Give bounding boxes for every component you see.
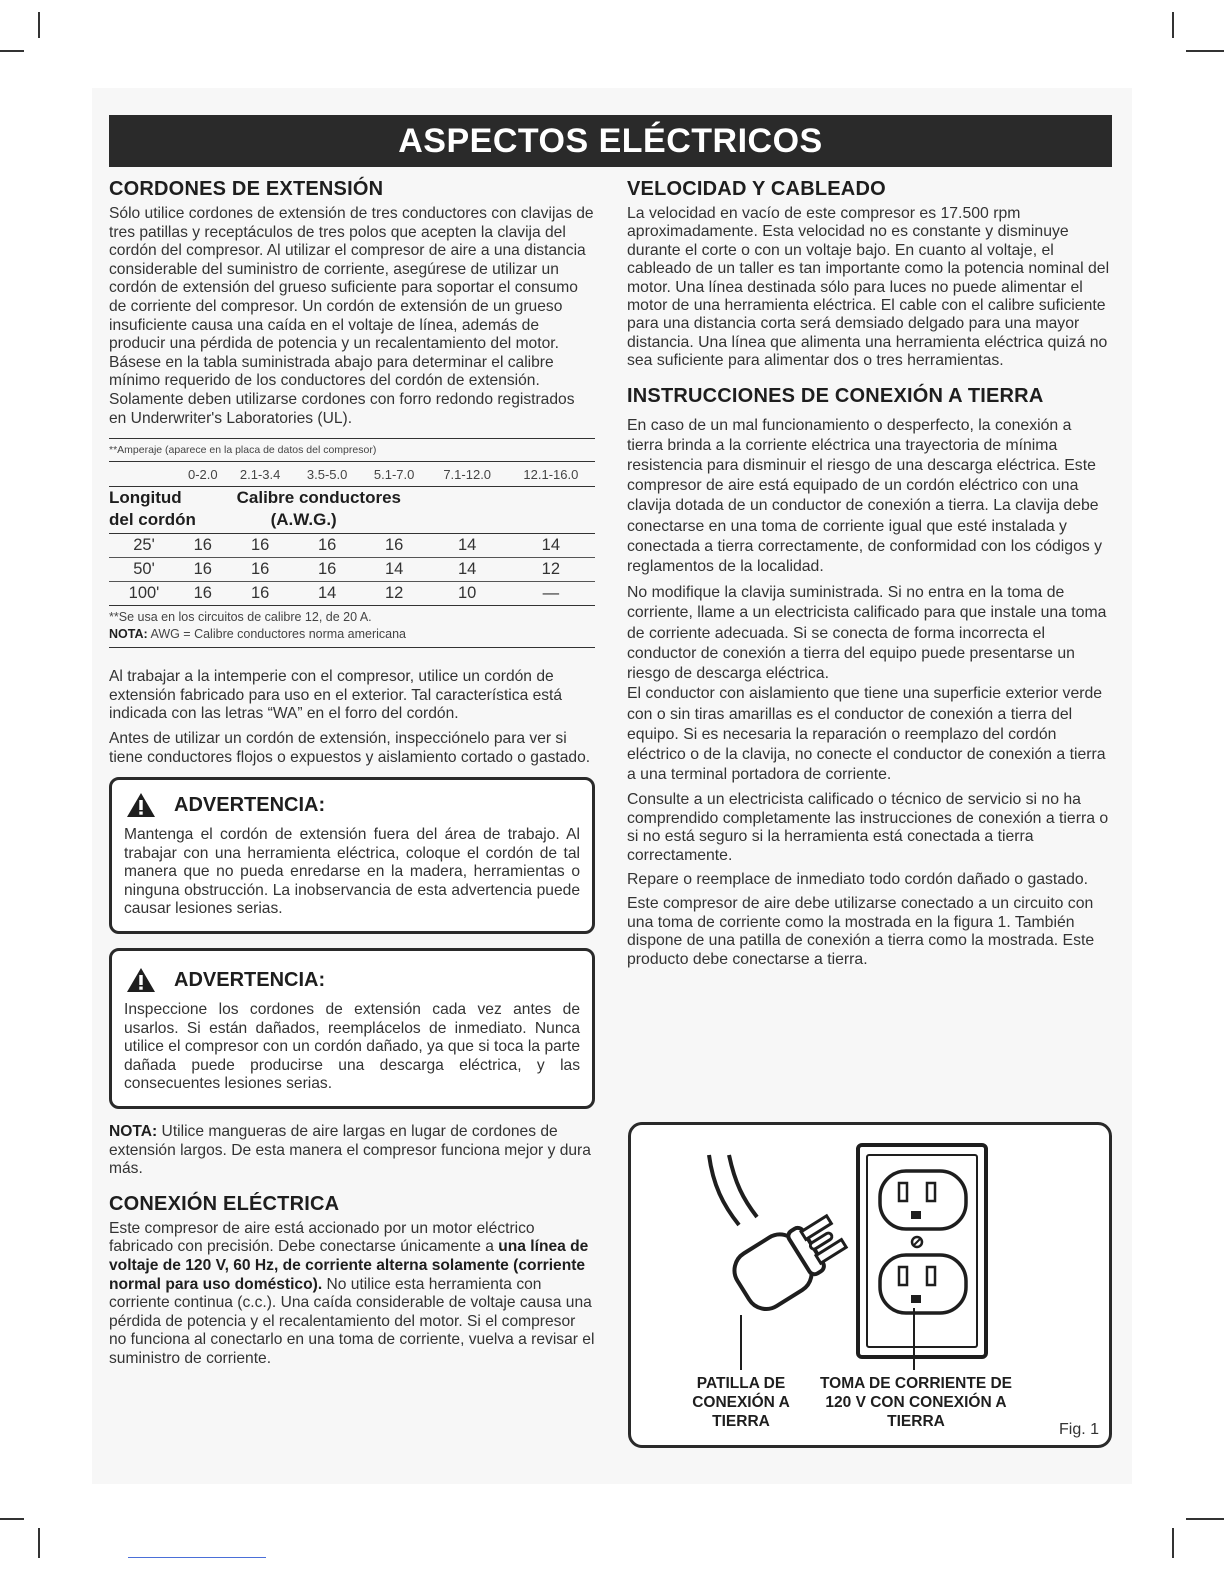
length-cell: 100': [109, 582, 179, 606]
figure-number: Fig. 1: [1058, 1421, 1099, 1438]
warning-title: [126, 792, 580, 818]
warning-title-text: ADVERTENCIA:: [174, 793, 326, 816]
gauge-cell: 14: [428, 558, 507, 582]
gauge-cell: 12: [507, 558, 595, 582]
gauge-cell: —: [507, 582, 595, 606]
amperage-row: [109, 462, 595, 487]
figure-1: [628, 1122, 1112, 1448]
page-underline: [128, 1557, 266, 1558]
warning-triangle-icon: [126, 792, 156, 818]
warning-title-text: ADVERTENCIA:: [174, 968, 326, 991]
warning-body: Inspeccione los cordones de extensión cada vez antes de usarlos. Si están dañados, reemplácelos de inmediato. Nunca utilice el compresor con un cordón dañado, ya que si toca la parte dañada puede producirse una descarga eléctrica, y las consecuentes lesiones serias.: [124, 1001, 580, 1093]
note-label: NOTA:: [109, 1123, 158, 1141]
amp-range: 7.1-12.0: [428, 462, 507, 487]
tierra-paragraph: Este compresor de aire debe utilizarse conectado a un circuito con una toma de corriente como la mostrada en la figura 1. También dispone de una patilla de conexión a tierra como la mostrada. Este producto debe conectarse a tierra.: [627, 895, 1095, 968]
nota-paragraph: [109, 1123, 595, 1179]
table-row: [109, 558, 595, 582]
warning-title: [126, 967, 580, 993]
conexion-text: Este compresor de aire está accionado por un motor eléctrico fabricado con precisión. Debe conectarse únicamente a: [109, 1219, 535, 1256]
conexion-paragraph: [109, 1220, 595, 1369]
crop-mark: [1172, 1528, 1174, 1558]
gauge-table: [109, 438, 595, 648]
length-cell: 50': [109, 558, 179, 582]
section-heading-conexion: CONEXIÓN ELÉCTRICA: [109, 1192, 340, 1215]
tierra-paragraph: No modifique la clavija suministrada. Si no entra en la toma de corriente, llame a un electricista calificado para que instale una toma de corriente adecuada. Si se conecta de forma incorrecta el conductor de conexión a tierra del equipo puede presentarse un riesgo de descarga eléctrica.: [627, 584, 1107, 683]
gauge-cell: 12: [361, 582, 428, 606]
header-length: Longitud: [109, 488, 182, 508]
tierra-paragraph: En caso de un mal funcionamiento o desperfecto, la conexión a tierra brinda a la corriente eléctrica una trayectoria de mínima resistencia para disminuir el riesgo de una descarga eléctrica. Este compresor de aire está equipado de un cordón eléctrico con una clavija dotada de un conductor de conexión a tierra. La clavija debe conectarse en una toma de corriente igual que esté instalada y conectada a tierra correctamente, de conformidad con los códigos y reglamentos de la localidad.: [627, 416, 1103, 576]
gauge-cell: 16: [227, 534, 294, 558]
gauge-cell: 14: [294, 582, 361, 606]
table-note: [109, 626, 595, 648]
plug-icon: [727, 1206, 853, 1317]
gauge-cell: 16: [179, 558, 227, 582]
section-heading-tierra: INSTRUCCIONES DE CONEXIÓN A TIERRA: [627, 384, 1044, 407]
page-title-banner: ASPECTOS ELÉCTRICOS: [109, 115, 1112, 167]
amp-range: 3.5-5.0: [294, 462, 361, 487]
gauge-cell: 16: [227, 558, 294, 582]
table-header-row: [109, 487, 595, 510]
crop-mark: [38, 12, 40, 38]
outlet-label: TOMA DE CORRIENTE DE 120 V CON CONEXIÓN A TIERRA: [819, 1375, 1013, 1430]
crop-mark: [1172, 12, 1174, 38]
amp-range: 2.1-3.4: [227, 462, 294, 487]
gauge-cell: 10: [428, 582, 507, 606]
header-length: del cordón: [109, 509, 227, 534]
tierra-paragraph: Repare o reemplace de inmediato todo cordón dañado o gastado.: [627, 870, 1089, 888]
gauge-cell: 16: [361, 534, 428, 558]
note-text: Utilice mangueras de aire largas en lugar de cordones de extensión largos. De esta manera el compresor funciona mejor y dura más.: [109, 1123, 591, 1178]
gauge-cell: 16: [294, 534, 361, 558]
cordones-paragraph: Sólo utilice cordones de extensión de tres conductores con clavijas de tres patillas y receptáculos de tres polos que acepten la clavija del cordón del compresor. Al utilizar el compresor de aire a una distancia considerable del suministro de corriente, asegúrese de utilizar un cordón de extensión del grueso suficiente para soportar el consumo de corriente del compresor. Un cordón de extensión de un grueso insuficiente causa una caída en el voltaje de línea, además de producir una pérdida de potencia y un recalentamiento del motor. Básese en la tabla suministrada abajo para determinar el calibre mínimo requerido de los conductores del cordón de extensión. Solamente deben utilizarse cordones con forro redondo registrados en Underwriter's Laboratories (UL).: [109, 205, 594, 427]
inspeccion-paragraph: Antes de utilizar un cordón de extensión, inspecciónelo para ver si tiene conductores flojos o expuestos y aislamiento cortado o gastado.: [109, 729, 591, 766]
crop-mark: [0, 50, 24, 52]
amp-range: 12.1-16.0: [507, 462, 595, 487]
table-row: [109, 582, 595, 606]
conexion-bold: una línea de voltaje de 120 V, 60 Hz, de corriente alterna solamente (corriente normal para uso doméstico).: [109, 1238, 589, 1293]
table-row: [109, 534, 595, 558]
amperage-note: **Amperaje (aparece en la placa de datos del compresor): [109, 439, 595, 462]
gauge-cell: 16: [294, 558, 361, 582]
gauge-cell: 16: [179, 534, 227, 558]
header-gauge: (A.W.G.): [227, 509, 507, 534]
gauge-cell: 16: [179, 582, 227, 606]
header-gauge: Calibre conductores: [236, 488, 401, 508]
table-header-row: [109, 509, 595, 534]
right-column: [627, 178, 1111, 975]
tierra-paragraph: El conductor con aislamiento que tiene una superficie exterior verde con o sin tiras amarillas es el conductor de conexión a tierra del equipo. Si es necesaria la reparación o reemplazo del cordón eléctrico o de la clavija, no conecte el conductor de conexión a tierra a una terminal portadora de corriente.: [627, 685, 1106, 784]
crop-mark: [1186, 1518, 1224, 1520]
warning-body: Mantenga el cordón de extensión fuera del área de trabajo. Al trabajar con una herramienta eléctrica, coloque el cordón de tal manera que no pueda enredarse en la madera, herramientas o ninguna obstrucción. La inobservancia de esta advertencia puede causar lesiones serias.: [124, 826, 580, 918]
tierra-paragraph: Consulte a un electricista calificado o técnico de servicio si no ha comprendido completamente las instrucciones de conexión a tierra o si no está seguro si la herramienta está conectada a tierra correctamente.: [627, 791, 1109, 864]
gauge-cell: 14: [428, 534, 507, 558]
conexion-text: No utilice esta herramienta con corriente continua (c.c.). Una caída considerable de voltaje causa una pérdida de potencia y el recalentamiento del motor. Si el compresor no funciona al conectarlo en una toma de corriente, vuelva a revisar el suministro de corriente.: [109, 1275, 595, 1367]
warning-triangle-icon: [126, 967, 156, 993]
left-column: [109, 178, 595, 1375]
table-footnote: **Se usa en los circuitos de calibre 12, de 20 A.: [109, 610, 372, 625]
warning-box: [109, 948, 595, 1109]
section-heading-cordones: CORDONES DE EXTENSIÓN: [109, 178, 384, 200]
crop-mark: [0, 1518, 24, 1520]
amp-range: 5.1-7.0: [361, 462, 428, 487]
outlet-icon: [858, 1145, 986, 1357]
note-label: NOTA:: [109, 627, 148, 642]
velocidad-paragraph: La velocidad en vacío de este compresor es 17.500 rpm aproximadamente. Esta velocidad no es constante y disminuye durante el corte o con un voltaje bajo. En cuanto al voltaje, el cableado de un taller es tan importante como la potencia nominal del motor. Una línea destinada sólo para luces no puede alimentar el motor de una herramienta eléctrica. El cable con el calibre suficiente para una distancia corta será demsiado delgado para una mayor distancia. Una línea que alimenta una herramienta eléctrica quizá no sea suficiente para alimentar dos o tres herramientas.: [627, 205, 1110, 370]
intemperie-paragraph: Al trabajar a la intemperie con el compresor, utilice un cordón de extensión fabricado para uso en el exterior. Tal característica está indicada con las letras “WA” en el forro del cordón.: [109, 668, 563, 723]
crop-mark: [38, 1528, 40, 1558]
crop-mark: [1186, 50, 1224, 52]
note-text: AWG = Calibre conductores norma americana: [147, 627, 406, 642]
section-heading-velocidad: VELOCIDAD Y CABLEADO: [627, 178, 886, 200]
gauge-cell: 14: [361, 558, 428, 582]
gauge-cell: 16: [227, 582, 294, 606]
length-cell: 25': [109, 534, 179, 558]
warning-box: [109, 777, 595, 934]
plug-label: PATILLA DE CONEXIÓN A TIERRA: [692, 1375, 790, 1430]
gauge-cell: 14: [507, 534, 595, 558]
amp-range: 0-2.0: [179, 462, 227, 487]
